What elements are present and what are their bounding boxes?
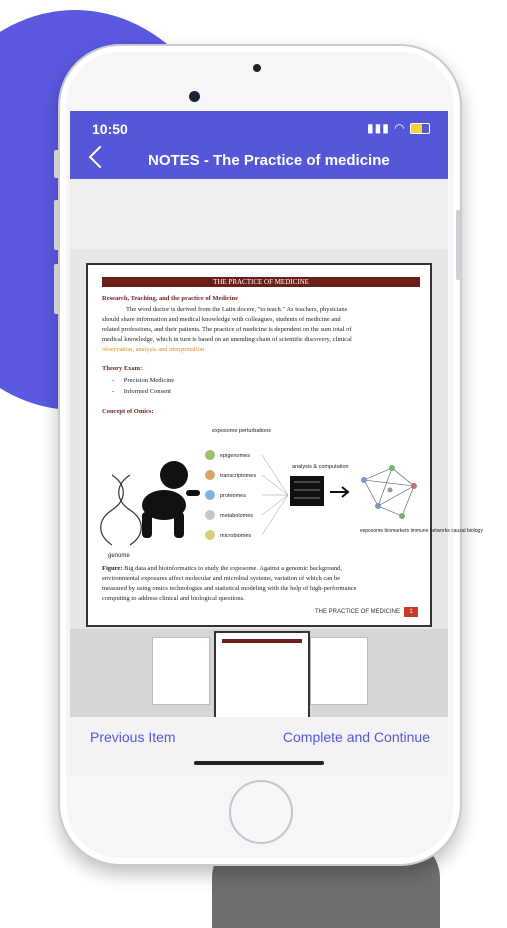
previous-item-button[interactable]: Previous Item <box>90 729 176 745</box>
app-screen <box>70 111 483 775</box>
status-time: 10:50 <box>92 121 128 137</box>
page-thumbnail[interactable] <box>310 637 368 705</box>
dna-icon <box>101 475 142 545</box>
baby-silhouette-icon <box>142 461 200 538</box>
app-header <box>70 111 448 179</box>
toolbar-area <box>70 179 448 249</box>
analysis-label: analysis & computation <box>292 464 349 470</box>
document-page <box>86 263 483 627</box>
microbiomes-label: microbiomes <box>220 533 252 539</box>
paragraph-line: related professions, and their patients. The practice of medicine is dependent on the sum total of <box>102 326 352 333</box>
home-button[interactable] <box>229 780 293 844</box>
caption-line: environmental exposures affect molecular and microbial systems, variation of which can be <box>102 575 341 582</box>
arrow-icon <box>330 487 348 497</box>
section-title: Concept of Omics: <box>102 408 154 415</box>
paragraph-line: observation, analysis and interpretation. <box>102 346 206 353</box>
bottom-navigation <box>70 717 448 775</box>
genome-label: genome <box>108 553 130 559</box>
epigenomes-label: epigenomes <box>220 453 250 459</box>
caption-line: Figure: Big data and bioinformatics to study the exposome. Against a genomic background, <box>102 565 342 572</box>
side-button <box>54 150 59 178</box>
paragraph-line: medical knowledge, which in turn is based on an unending chain of scientific discovery, clinical <box>102 336 352 343</box>
paragraph-line: should share information and medical knowledge with colleagues, students of medicine and <box>102 316 341 323</box>
page-title: NOTES - The Practice of medicine <box>148 152 390 169</box>
signal-icon: ▮▮▮ <box>367 121 390 135</box>
caption-line: computing to address clinical and biological questions. <box>102 595 245 602</box>
page-thumbnail-strip <box>70 629 448 719</box>
proteomes-label: proteomes <box>220 493 246 499</box>
front-camera <box>189 91 200 102</box>
bullet-item: - Precision Medicine <box>112 377 175 384</box>
document-banner: THE PRACTICE OF MEDICINE <box>102 277 420 287</box>
transcriptomes-label: transcriptomes <box>220 473 257 479</box>
omics-figure <box>102 420 483 570</box>
page-number-badge: 1 <box>404 607 418 617</box>
complete-continue-button[interactable]: Complete and Continue <box>282 729 430 745</box>
section-title: Research, Teaching, and the practice of Medicine <box>102 295 239 302</box>
page-thumbnail[interactable] <box>152 637 210 705</box>
volume-up-button <box>54 200 59 250</box>
metabolomes-label: metabolomes <box>220 513 254 519</box>
bullet-item: - Informed Consent <box>112 388 171 395</box>
computation-icon <box>290 476 324 506</box>
section-title: Theory Exam: <box>102 365 143 372</box>
biomarkers-label: exposome biomarkers immune networks causal biology <box>360 528 483 534</box>
battery-icon <box>410 123 430 134</box>
page-thumbnail-current[interactable] <box>214 631 310 721</box>
back-icon[interactable] <box>89 146 112 169</box>
exposome-label: exposome perturbations <box>212 428 272 434</box>
power-button <box>456 210 461 280</box>
caption-line: measured by using omics technologies and statistical modeling with the help of high-performance <box>102 585 357 592</box>
status-icons <box>367 121 430 135</box>
document-footer: THE PRACTICE OF MEDICINE 1 <box>315 607 418 617</box>
home-indicator <box>194 761 324 765</box>
phone-sensor <box>253 64 261 72</box>
wifi-icon: ◠ <box>394 121 406 135</box>
paragraph-line: The word doctor is derived from the Latin docere, "to teach." As teachers, physicians <box>126 306 348 313</box>
volume-down-button <box>54 264 59 314</box>
